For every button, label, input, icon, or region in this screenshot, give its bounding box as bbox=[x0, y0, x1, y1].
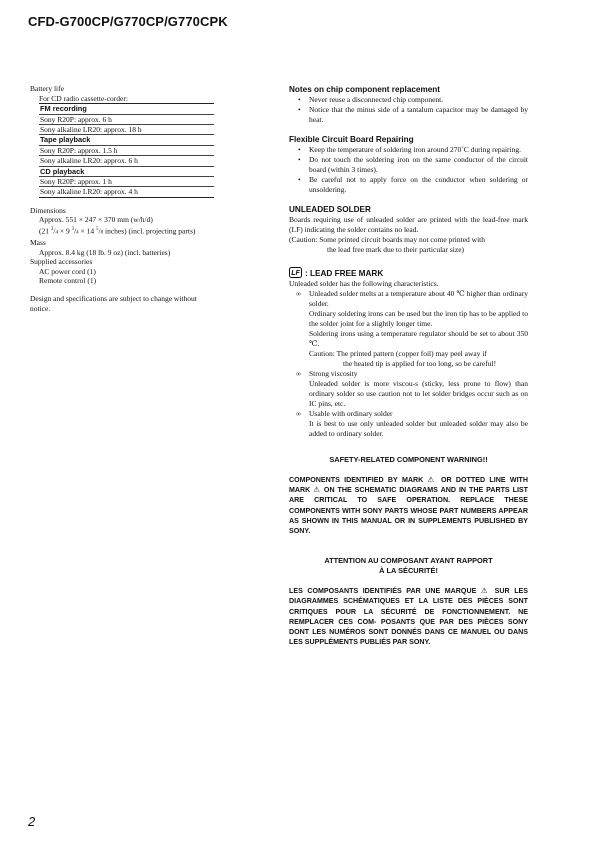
unleaded-solder-body: Boards requiring use of unleaded solder are printed with the lead-free mark (LF) indicating the solder contains no lead. bbox=[289, 215, 528, 234]
tape-r20p-row: Sony R20P: approx. 1.5 h bbox=[39, 146, 214, 156]
accessories-label: Supplied accessories bbox=[30, 257, 93, 267]
safety-warning-title-fr-2: À LA SÉCURITÉ! bbox=[379, 566, 438, 576]
lead-free-mark-heading: LF : LEAD FREE MARK bbox=[289, 267, 528, 279]
safety-warning-title-fr-1: ATTENTION AU COMPOSANT AYANT RAPPORT bbox=[324, 556, 493, 566]
battery-life-label: Battery life bbox=[30, 84, 64, 93]
unleaded-solder-heading: UNLEADED SOLDER bbox=[289, 205, 371, 214]
unleaded-caution-line-1: (Caution: Some printed circuit boards may not come printed with bbox=[289, 235, 485, 244]
spec-disclaimer: Design and specifications are subject to change without notice. bbox=[30, 293, 197, 313]
lead-free-caution-line-1: Caution: The printed pattern (copper foil) may peel away if bbox=[309, 349, 487, 358]
safety-warning-title-en: SAFETY-RELATED COMPONENT WARNING!! bbox=[329, 455, 488, 464]
lead-free-item-detail: Unleaded solder is more viscou-s (sticky, less prone to flow) than ordinary solder so use caution not to let solder bridges occur such as on IC pins, etc. bbox=[309, 379, 528, 408]
warning-triangle-icon: ⚠ bbox=[480, 586, 491, 596]
lead-free-item-detail: Ordinary soldering irons can be used but the iron tip has to be applied to the solder joint for a slightly longer time. bbox=[309, 309, 528, 328]
chip-note-item: • Notice that the minus side of a tantalum capacitor may be damaged by heat. bbox=[298, 105, 528, 124]
lead-free-item: ∞ Usable with ordinary solder bbox=[296, 409, 393, 418]
lead-free-logo-icon bbox=[289, 267, 302, 278]
cd-playback-heading: CD playback bbox=[39, 167, 214, 177]
page-number: 2 bbox=[28, 814, 36, 829]
tape-playback-heading: Tape playback bbox=[39, 135, 214, 145]
warning-triangle-icon: ⚠ bbox=[313, 485, 321, 495]
fm-lr20-row: Sony alkaline LR20: approx. 18 h bbox=[39, 125, 214, 135]
document-title: CFD-G700CP/G770CP/G770CPK bbox=[28, 14, 228, 29]
fm-r20p-row: Sony R20P: approx. 6 h bbox=[39, 115, 214, 125]
unleaded-caution-line-2: the lead free mark due to their particular size) bbox=[327, 245, 465, 254]
lead-free-item: ∞ Strong viscosity bbox=[296, 369, 358, 378]
safety-warning-text-en: COMPONENTS IDENTIFIED BY MARK ⚠ OR DOTTED LINE WITH MARK ⚠ ON THE SCHEMATIC DIAGRAMS AND IN THE PARTS LIST ARE CRITICAL TO SAFE OPERATION. REPLACE THESE COMPONENTS WITH SONY PARTS WHOSE PART NUMBERS APPEAR AS SHOWN IN THIS MANUAL OR IN SUPPLEMENTS PUBLISHED BY SONY. bbox=[289, 475, 528, 536]
battery-life-subtitle: For CD radio cassette-corder: bbox=[39, 93, 128, 103]
specifications-column bbox=[30, 84, 215, 313]
dimensions-inches: (21 $^3$/4 × 9 $^3$/4 × 14 $^5$/8 inches) (incl. projecting parts) bbox=[39, 226, 196, 236]
flex-repair-item: • Keep the temperature of soldering iron around 270˚C during repairing. bbox=[298, 145, 522, 154]
fm-recording-heading: FM recording bbox=[39, 104, 214, 114]
lead-free-caution-line-2: the heated tip is applied for too long, so be careful! bbox=[343, 359, 497, 368]
flex-repair-item: • Do not touch the soldering iron on the same conductor of the circuit board (within 3 times). bbox=[298, 155, 528, 174]
dimensions-label: Dimensions bbox=[30, 205, 66, 215]
flex-repair-item: • Be careful not to apply force on the conductor when soldering or unsoldering. bbox=[298, 175, 528, 194]
chip-note-item: • Never reuse a disconnected chip component. bbox=[298, 95, 444, 104]
warning-triangle-icon: ⚠ bbox=[427, 475, 437, 484]
tape-lr20-row: Sony alkaline LR20: approx. 6 h bbox=[39, 156, 214, 166]
accessory-remote-control: Remote control (1) bbox=[39, 276, 97, 286]
lead-free-logo-text: LF bbox=[291, 270, 300, 278]
mass-value: Approx. 8.4 kg (18 lb. 9 oz) (incl. batteries) bbox=[39, 247, 171, 257]
lead-free-item-detail: Soldering irons using a temperature regulator should be set to about 350 ℃. bbox=[309, 329, 528, 348]
dimensions-mm: Approx. 551 × 247 × 370 mm (w/h/d) bbox=[39, 215, 153, 225]
chip-notes-heading: Notes on chip component replacement bbox=[289, 85, 441, 94]
lead-free-item-detail: It is best to use only unleaded solder but unleaded solder may also be added to ordinary solder. bbox=[309, 419, 528, 438]
safety-warning-text-fr: LES COMPOSANTS IDENTIFIÉS PAR UNE MARQUE ⚠ SUR LES DIAGRAMMES SCHÉMATIQUES ET LA LISTE DES PIÈCES SONT CRITIQUES POUR LA SÉCURITÉ DE FONCTIONNEMENT. NE REMPLACER CES COM- POSANTS QUE PAR DES PIÈCES SONY DONT LES NUMÉROS SONT DONNÉS DANS CE MANUEL OU DANS LES SUPPLÉMENTS PUBLIÉS PAR SONY. bbox=[289, 586, 528, 647]
mass-label: Mass bbox=[30, 237, 46, 247]
accessory-ac-power-cord: AC power cord (1) bbox=[39, 266, 96, 276]
cd-lr20-row: Sony alkaline LR20: approx. 4 h bbox=[39, 187, 214, 197]
lead-free-intro: Unleaded solder has the following characteristics. bbox=[289, 279, 439, 288]
battery-life-table bbox=[39, 103, 214, 198]
lead-free-item: ∞ Unleaded solder melts at a temperature about 40 ℃ higher than ordinary solder. bbox=[296, 289, 528, 308]
cd-r20p-row: Sony R20P: approx. 1 h bbox=[39, 177, 214, 187]
service-notes-column bbox=[289, 84, 528, 647]
flex-repair-heading: Flexible Circuit Board Repairing bbox=[289, 135, 414, 144]
